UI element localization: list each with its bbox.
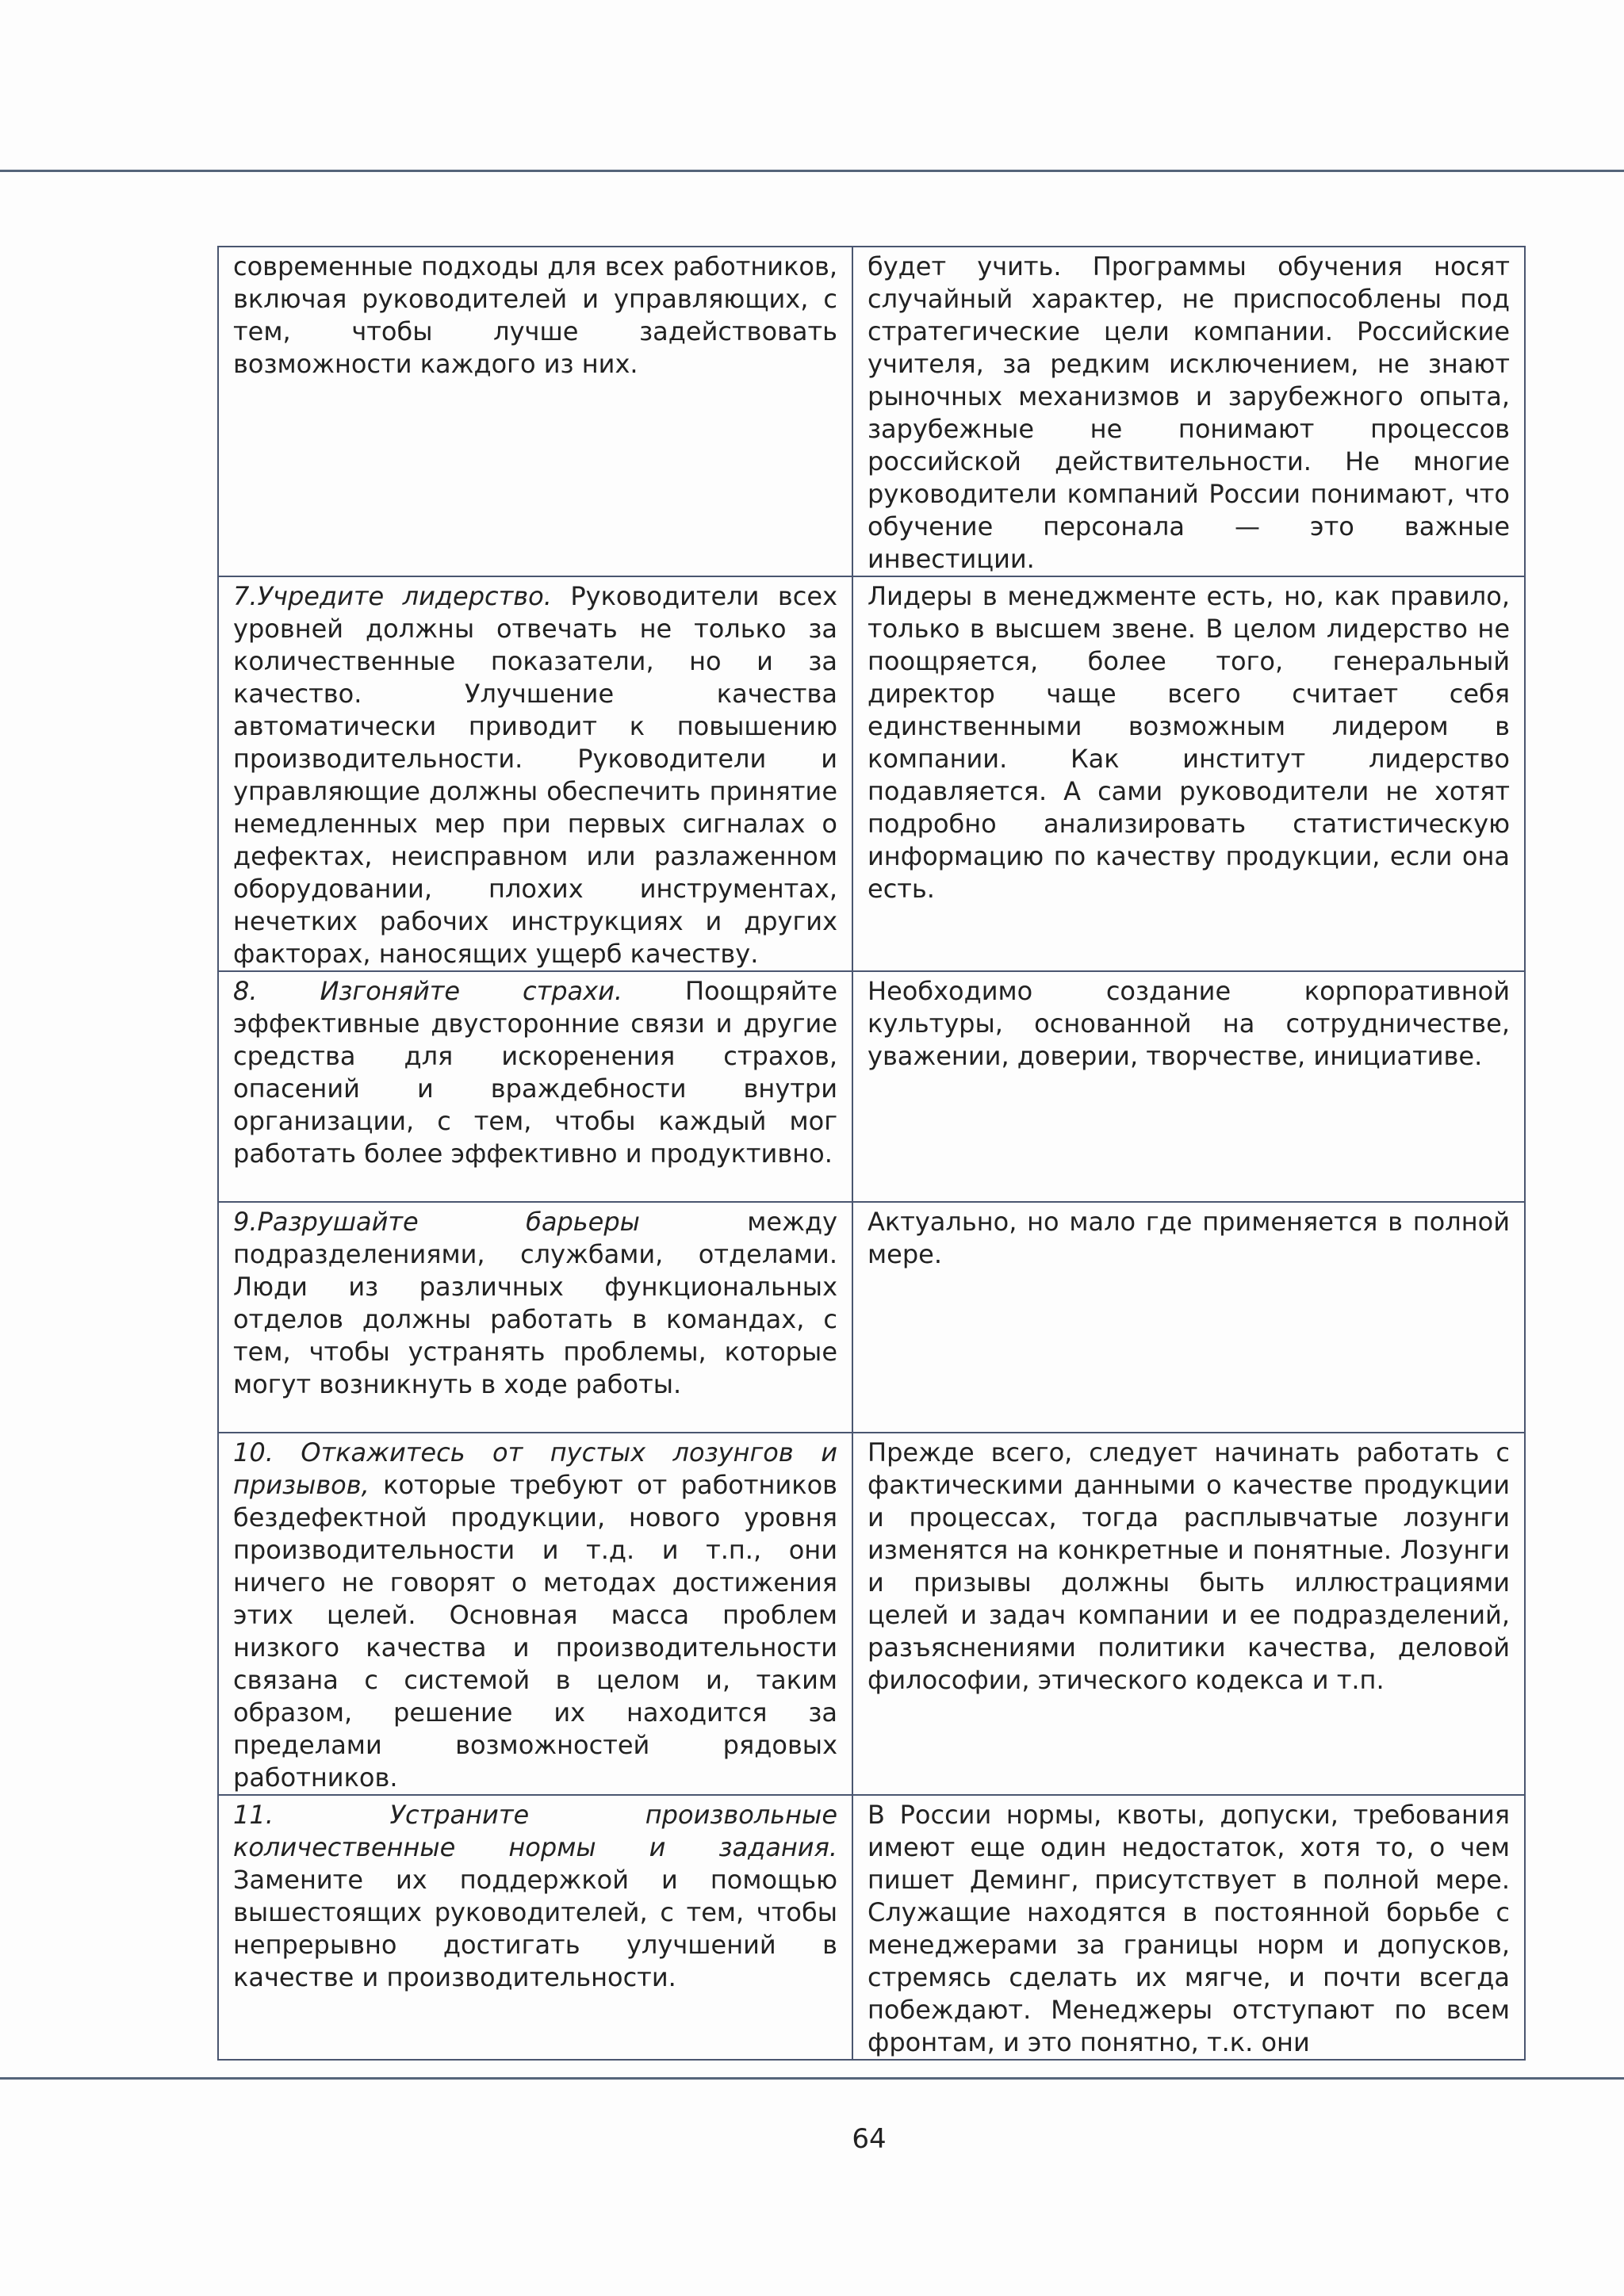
principle-cell bbox=[218, 1202, 852, 1433]
commentary-cell: Необходимо создание корпоративной культуры, основанной на сотрудничестве, уважении, доверии, творчестве, инициативе. bbox=[852, 971, 1525, 1202]
principle-cell bbox=[218, 576, 852, 971]
comparison-table bbox=[217, 246, 1526, 2061]
principle-title: 10. Откажитесь от пустых лозунгов и призывов, bbox=[233, 1437, 837, 1500]
table-row bbox=[218, 971, 1525, 1202]
principle-cell bbox=[218, 1795, 852, 2060]
principle-title: 7.Учредите лидерство. bbox=[233, 581, 552, 611]
principle-text: Замените их поддержкой и помощью вышестоящих руководителей, с тем, чтобы непрерывно достигать улучшений в качестве и производительности. bbox=[233, 1865, 837, 1992]
principle-cell bbox=[218, 247, 852, 576]
table-row bbox=[218, 247, 1525, 576]
principle-text: Поощряйте эффективные двусторонние связи и другие средства для искоренения страхов, опасений и враждебности внутри организации, с тем, чтобы каждый мог работать более эффективно и продуктивно. bbox=[233, 976, 837, 1169]
header-rule bbox=[0, 170, 1624, 172]
table-row bbox=[218, 576, 1525, 971]
commentary-cell: Лидеры в менеджменте есть, но, как правило, только в высшем звене. В целом лидерство не поощряется, более того, генеральный директор чаще всего считает себя единственными возможным лидером в компании. Как институт лидерство подавляется. А сами руководители не хотят подробно анализировать статистическую информацию по качеству продукции, если она есть. bbox=[852, 576, 1525, 971]
principle-title: 11. Устраните произвольные количественные нормы и задания. bbox=[233, 1800, 837, 1862]
footer-rule bbox=[0, 2077, 1624, 2080]
principle-cell bbox=[218, 1433, 852, 1795]
principle-text: которые требуют от работников бездефектной продукции, нового уровня производительности и т.д. и т.п., они ничего не говорят о методах достижения этих целей. Основная масса проблем низкого качества и производительности связана с системой в целом и, таким образом, решение их находится за пределами возможностей рядовых работников. bbox=[233, 1470, 837, 1793]
table-row bbox=[218, 1795, 1525, 2060]
commentary-cell: будет учить. Программы обучения носят случайный характер, не приспособлены под стратегические цели компании. Российские учителя, за редким исключением, не знают рыночных механизмов и зарубежного опыта, зарубежные не понимают процессов российской действительности. Не многие руководители компаний России понимают, что обучение персонала — это важные инвестиции. bbox=[852, 247, 1525, 576]
principle-text: Руководители всех уровней должны отвечать не только за количественные показатели, но и за качество. Улучшение качества автоматически приводит к повышению производительности. Руководители и управляющие должны обеспечить принятие немедленных мер при первых сигналах о дефектах, неисправном или разлаженном оборудовании, плохих инструментах, нечетких рабочих инструкциях и других факторах, наносящих ущерб качеству. bbox=[233, 581, 838, 969]
page-number: 64 bbox=[852, 2123, 887, 2155]
principle-text: современные подходы для всех работников, включая руководителей и управляющих, с тем, чтобы лучше задействовать возможности каждого из них. bbox=[233, 251, 837, 379]
table-row bbox=[218, 1433, 1525, 1795]
principle-title: 9.Разрушайте барьеры bbox=[233, 1207, 640, 1237]
principle-cell bbox=[218, 971, 852, 1202]
commentary-cell: В России нормы, квоты, допуски, требования имеют еще один недостаток, хотя то, о чем пишет Деминг, присутствует в полной мере. Служащие находятся в постоянной борьбе с менеджерами за границы норм и допусков, стремясь сделать их мягче, и почти всегда побеждают. Менеджеры отступают по всем фронтам, и это понятно, т.к. они bbox=[852, 1795, 1525, 2060]
principle-text: между подразделениями, службами, отделами. Люди из различных функциональных отделов должны работать в командах, с тем, чтобы устранять проблемы, которые могут возникнуть в ходе работы. bbox=[233, 1207, 837, 1399]
table-row bbox=[218, 1202, 1525, 1433]
commentary-cell: Прежде всего, следует начинать работать с фактическими данными о качестве продукции и процессах, тогда расплывчатые лозунги изменятся на конкретные и понятные. Лозунги и призывы должны быть иллюстрациями целей и задач компании и ее подразделений, разъяснениями политики качества, деловой философии, этического кодекса и т.п. bbox=[852, 1433, 1525, 1795]
commentary-cell: Актуально, но мало где применяется в полной мере. bbox=[852, 1202, 1525, 1433]
principle-title: 8. Изгоняйте страхи. bbox=[233, 976, 623, 1006]
